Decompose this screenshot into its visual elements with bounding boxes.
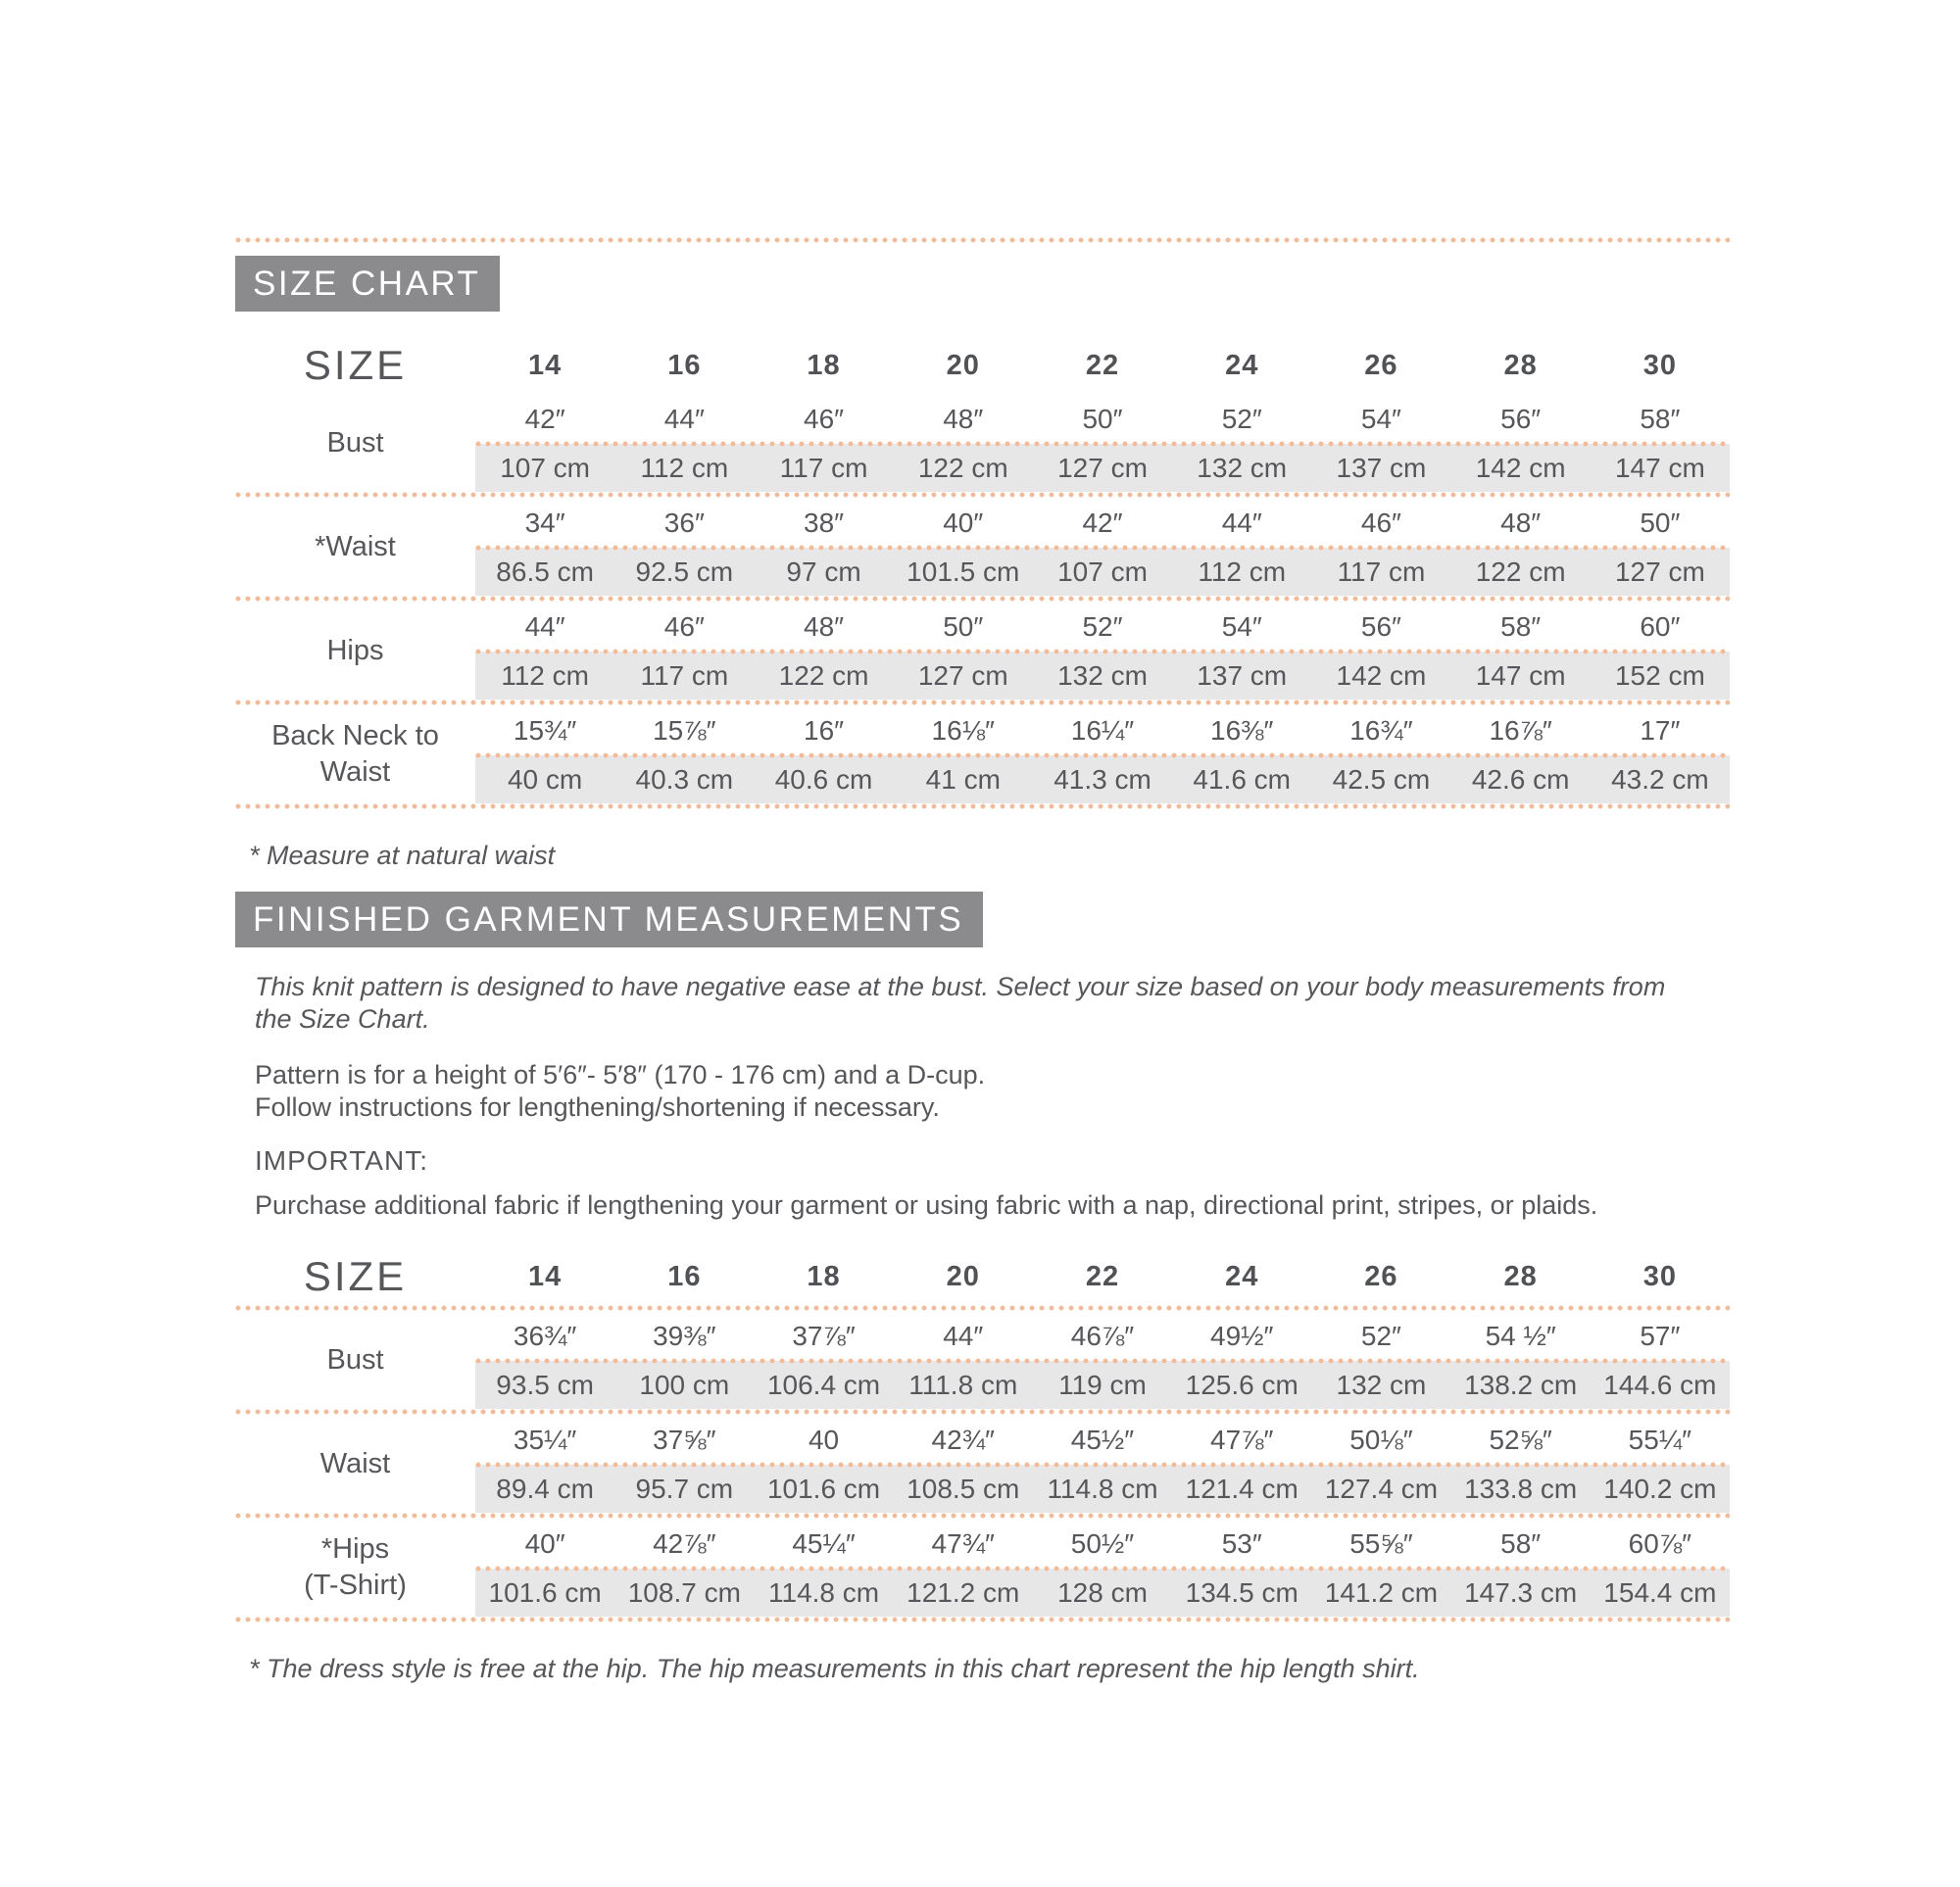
dotted-divider-top (235, 237, 1730, 243)
inch-values-row (475, 498, 1730, 548)
cm-value: 132 cm (1057, 659, 1148, 691)
cm-value: 140.2 cm (1603, 1473, 1717, 1504)
inch-value: 54 ½″ (1485, 1320, 1556, 1351)
table-header-row (235, 1248, 1730, 1305)
size-header-14: 14 (527, 349, 563, 381)
cm-value: 154.4 cm (1603, 1576, 1717, 1608)
cm-value: 42.6 cm (1471, 763, 1570, 795)
inch-value: 42⅞″ (653, 1527, 716, 1559)
inch-value: 55⅝″ (1349, 1527, 1413, 1559)
page-content (235, 0, 1730, 1683)
size-header-18: 18 (807, 349, 841, 381)
inch-value: 44″ (524, 610, 565, 642)
row-values (475, 705, 1730, 803)
cm-value: 112 cm (640, 452, 729, 483)
measurement-row (235, 394, 1730, 492)
inch-value: 58″ (1500, 610, 1542, 642)
cm-value: 41.6 cm (1193, 763, 1292, 795)
height-line-1: Pattern is for a height of 5′6″- 5′8″ (170 - 176 cm) and a D-cup. (255, 1060, 986, 1089)
cm-value: 93.5 cm (496, 1369, 594, 1400)
inch-value: 42″ (1082, 507, 1123, 538)
inch-values-row (475, 1415, 1730, 1465)
intro-line-1: This knit pattern is designed to have negative ease at the bust. Select your size based on your body measurements from (255, 972, 1666, 1001)
cm-value: 119 cm (1058, 1369, 1147, 1400)
measurement-row (235, 1519, 1730, 1617)
row-label-line: Bust (326, 426, 384, 459)
cm-value: 138.2 cm (1464, 1369, 1578, 1400)
inch-value: 46⅞″ (1070, 1320, 1135, 1351)
cm-value: 114.8 cm (768, 1576, 880, 1608)
cm-values-row (475, 1361, 1730, 1409)
cm-value: 101.6 cm (766, 1473, 881, 1504)
inch-value: 54″ (1221, 610, 1262, 642)
cm-value: 101.5 cm (906, 556, 1020, 587)
inch-value: 40″ (524, 1527, 565, 1559)
inch-values-row (475, 602, 1730, 652)
cm-value: 43.2 cm (1611, 763, 1709, 795)
inch-value: 52″ (1360, 1320, 1401, 1351)
size-header-22: 22 (1085, 1260, 1120, 1292)
inch-value: 55¼″ (1628, 1424, 1692, 1455)
dotted-divider (235, 1617, 1730, 1622)
top-margin (235, 0, 1730, 237)
inch-value: 36″ (663, 507, 705, 538)
inch-value: 58″ (1640, 403, 1681, 434)
inch-value: 52″ (1082, 610, 1123, 642)
cm-value: 127 cm (917, 659, 1008, 691)
size-header-28: 28 (1503, 1260, 1538, 1292)
inch-value: 57″ (1640, 1320, 1681, 1351)
inch-value: 37⅞″ (792, 1320, 856, 1351)
inch-value: 48″ (943, 403, 984, 434)
cm-value: 125.6 cm (1185, 1369, 1298, 1400)
cm-value: 117 cm (640, 659, 729, 691)
section-title-size-chart: SIZE CHART (235, 256, 500, 312)
cm-values-row (475, 652, 1730, 700)
size-header-26: 26 (1364, 349, 1398, 381)
cm-value: 141.2 cm (1324, 1576, 1439, 1608)
cm-value: 111.8 cm (908, 1369, 1018, 1400)
inch-value: 45¼″ (792, 1527, 856, 1559)
inch-values-row (475, 1519, 1730, 1569)
size-header-30: 30 (1642, 349, 1678, 381)
fabric-note: Purchase additional fabric if lengthening your garment or using fabric with a nap, directional print, stripes, or plaids. (255, 1190, 1598, 1220)
inch-value: 40 (808, 1424, 840, 1455)
size-header-24: 24 (1225, 349, 1259, 381)
inch-value: 44″ (943, 1320, 984, 1351)
inch-value: 60⅞″ (1628, 1527, 1692, 1559)
cm-value: 128 cm (1057, 1576, 1148, 1608)
cm-value: 86.5 cm (496, 556, 594, 587)
cm-values-row (475, 1465, 1730, 1513)
inch-value: 16⅛″ (931, 714, 995, 746)
inch-value: 56″ (1360, 610, 1401, 642)
inch-value: 47¾″ (931, 1527, 995, 1559)
inch-value: 56″ (1500, 403, 1542, 434)
cm-value: 122 cm (1475, 556, 1566, 587)
cm-value: 42.5 cm (1332, 763, 1431, 795)
inch-value: 34″ (524, 507, 565, 538)
inch-value: 15⅞″ (653, 714, 716, 746)
inch-value: 46″ (804, 403, 845, 434)
inch-value: 44″ (1221, 507, 1262, 538)
finished-garment-footnote: * The dress style is free at the hip. The hip measurements in this chart represent the hip length shirt. (249, 1654, 1420, 1683)
row-label (235, 602, 475, 700)
section-title-finished-garment: FINISHED GARMENT MEASUREMENTS (235, 892, 983, 947)
cm-value: 127 cm (1614, 556, 1705, 587)
inch-value: 58″ (1500, 1527, 1542, 1559)
cm-value: 112 cm (501, 659, 589, 691)
size-column-heading: SIZE (303, 342, 408, 388)
size-header-30: 30 (1642, 1260, 1678, 1292)
row-values (475, 1415, 1730, 1513)
size-header-14: 14 (527, 1260, 563, 1292)
size-header-28: 28 (1503, 349, 1538, 381)
cm-value: 95.7 cm (635, 1473, 734, 1504)
inch-value: 38″ (804, 507, 845, 538)
intro-paragraph (255, 971, 1730, 1036)
cm-value: 122 cm (917, 452, 1008, 483)
inch-value: 46″ (663, 610, 705, 642)
cm-value: 108.7 cm (627, 1576, 741, 1608)
inch-value: 48″ (1500, 507, 1542, 538)
inch-value: 35¼″ (513, 1424, 577, 1455)
inch-value: 36¾″ (513, 1320, 577, 1351)
cm-value: 147 cm (1614, 452, 1705, 483)
inch-value: 60″ (1640, 610, 1681, 642)
dotted-divider (235, 803, 1730, 809)
cm-value: 142 cm (1336, 659, 1427, 691)
row-values (475, 1519, 1730, 1617)
inch-value: 40″ (943, 507, 984, 538)
row-label-line: Bust (326, 1343, 384, 1376)
size-header-26: 26 (1364, 1260, 1398, 1292)
cm-value: 40.3 cm (635, 763, 734, 795)
row-label-line: Hips (326, 634, 384, 666)
cm-value: 142 cm (1475, 452, 1566, 483)
cm-values-row (475, 548, 1730, 596)
cm-value: 114.8 cm (1047, 1473, 1158, 1504)
inch-value: 50″ (1082, 403, 1123, 434)
inch-value: 49½″ (1210, 1320, 1274, 1351)
cm-value: 132 cm (1197, 452, 1288, 483)
inch-value: 53″ (1221, 1527, 1262, 1559)
row-label-line: Back Neck to (271, 720, 439, 751)
inch-value: 54″ (1360, 403, 1401, 434)
size-header-24: 24 (1225, 1260, 1259, 1292)
row-label (235, 1519, 475, 1617)
cm-value: 117 cm (779, 452, 868, 483)
cm-value: 92.5 cm (635, 556, 734, 587)
inch-value: 16¼″ (1070, 714, 1135, 746)
size-header-20: 20 (946, 1260, 980, 1292)
height-paragraph (255, 1059, 1730, 1124)
row-label (235, 1311, 475, 1409)
cm-values-row (475, 444, 1730, 492)
cm-value: 112 cm (1198, 556, 1287, 587)
inch-values-row (475, 1311, 1730, 1361)
cm-value: 41.3 cm (1054, 763, 1152, 795)
size-column-heading: SIZE (303, 1253, 408, 1299)
cm-value: 133.8 cm (1464, 1473, 1578, 1504)
inch-value: 50⅛″ (1349, 1424, 1413, 1455)
inch-value: 46″ (1360, 507, 1401, 538)
size-chart-footnote: * Measure at natural waist (249, 841, 556, 870)
cm-value: 101.6 cm (488, 1576, 602, 1608)
inch-value: 50″ (943, 610, 984, 642)
cm-value: 144.6 cm (1603, 1369, 1717, 1400)
inch-value: 44″ (663, 403, 705, 434)
row-label (235, 705, 475, 803)
inch-value: 16″ (804, 714, 845, 746)
inch-value: 47⅞″ (1210, 1424, 1274, 1455)
inch-value: 42¾″ (931, 1424, 995, 1455)
size-header-20: 20 (946, 349, 980, 381)
inch-value: 16¾″ (1349, 714, 1413, 746)
row-values (475, 602, 1730, 700)
measurement-row (235, 602, 1730, 700)
measurement-row (235, 705, 1730, 803)
inch-value: 37⅝″ (653, 1424, 716, 1455)
inch-value: 52⅝″ (1489, 1424, 1552, 1455)
row-values (475, 1311, 1730, 1409)
cm-value: 89.4 cm (496, 1473, 594, 1504)
cm-value: 100 cm (639, 1369, 730, 1400)
row-values (475, 498, 1730, 596)
inch-value: 15¾″ (513, 714, 577, 746)
row-label-line: Waist (319, 1447, 391, 1479)
cm-value: 147.3 cm (1464, 1576, 1578, 1608)
row-label (235, 1415, 475, 1513)
cm-value: 132 cm (1336, 1369, 1427, 1400)
cm-value: 134.5 cm (1185, 1576, 1298, 1608)
row-label (235, 498, 475, 596)
finished-garment-table (235, 1248, 1730, 1622)
cm-value: 107 cm (500, 452, 591, 483)
inch-value: 48″ (804, 610, 845, 642)
inch-value: 52″ (1221, 403, 1262, 434)
size-header-22: 22 (1085, 349, 1120, 381)
inch-values-row (475, 394, 1730, 444)
size-chart-table (235, 337, 1730, 809)
row-values (475, 394, 1730, 492)
cm-value: 41 cm (925, 763, 1001, 795)
inch-value: 39⅜″ (653, 1320, 716, 1351)
cm-value: 137 cm (1197, 659, 1288, 691)
row-label-line: (T-Shirt) (304, 1570, 407, 1601)
measurement-row (235, 1311, 1730, 1409)
row-label-line: *Hips (320, 1533, 390, 1565)
cm-value: 137 cm (1336, 452, 1427, 483)
cm-value: 108.5 cm (906, 1473, 1020, 1504)
row-label (235, 394, 475, 492)
intro-line-2: the Size Chart. (255, 1004, 430, 1034)
cm-value: 106.4 cm (766, 1369, 881, 1400)
inch-value: 42″ (524, 403, 565, 434)
inch-value: 16⅜″ (1210, 714, 1274, 746)
row-label-line: Waist (319, 756, 391, 788)
cm-value: 121.2 cm (906, 1576, 1020, 1608)
inch-value: 45½″ (1070, 1424, 1135, 1455)
height-line-2: Follow instructions for lengthening/shortening if necessary. (255, 1092, 940, 1122)
cm-value: 127.4 cm (1324, 1473, 1439, 1504)
inch-value: 16⅞″ (1489, 714, 1552, 746)
inch-value: 17″ (1640, 714, 1681, 746)
size-header-16: 16 (667, 1260, 702, 1292)
measurement-row (235, 498, 1730, 596)
cm-value: 152 cm (1614, 659, 1705, 691)
cm-value: 127 cm (1057, 452, 1148, 483)
size-header-16: 16 (667, 349, 702, 381)
cm-values-row (475, 755, 1730, 803)
cm-value: 97 cm (786, 556, 861, 587)
inch-values-row (475, 705, 1730, 755)
cm-value: 40 cm (507, 763, 583, 795)
inch-value: 50½″ (1070, 1527, 1135, 1559)
row-label-line: *Waist (315, 530, 396, 562)
size-header-18: 18 (807, 1260, 841, 1292)
measurement-row (235, 1415, 1730, 1513)
cm-value: 40.6 cm (774, 763, 873, 795)
cm-values-row (475, 1569, 1730, 1617)
cm-value: 121.4 cm (1185, 1473, 1298, 1504)
cm-value: 147 cm (1475, 659, 1566, 691)
table-header-row (235, 337, 1730, 394)
cm-value: 117 cm (1337, 556, 1426, 587)
important-label: IMPORTANT: (255, 1145, 428, 1176)
cm-value: 122 cm (778, 659, 869, 691)
cm-value: 107 cm (1057, 556, 1148, 587)
inch-value: 50″ (1640, 507, 1681, 538)
